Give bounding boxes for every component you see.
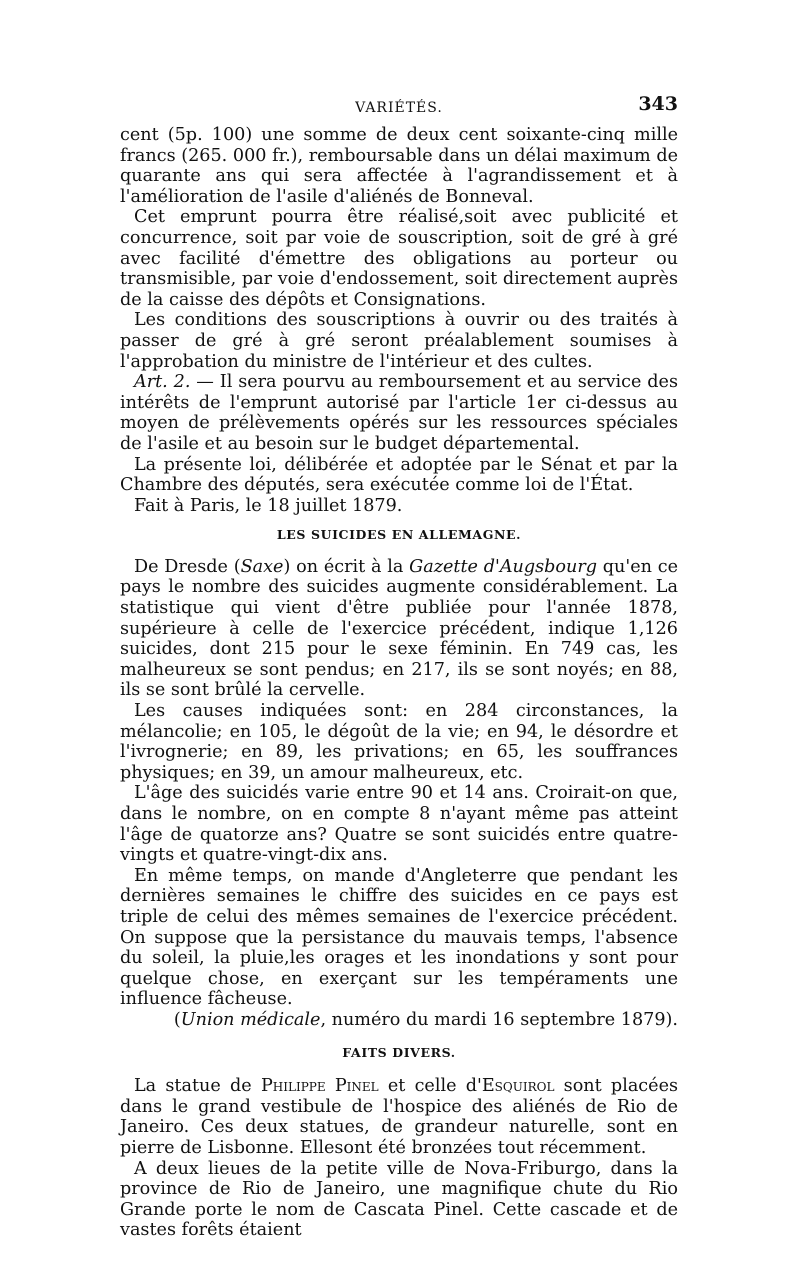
paragraph: La présente loi, délibérée et adoptée par le Sénat et par la Chambre des députés, sera exécutée comme loi de l'État. bbox=[120, 454, 678, 496]
text-run: La statue de bbox=[134, 1076, 261, 1097]
faits-divers-section bbox=[120, 1076, 678, 1241]
text-run: ) on écrit à la bbox=[283, 556, 410, 577]
paragraph: Cet emprunt pourra être réalisé,soit avec publicité et concurrence, soit par voie de souscription, soit de gré à gré avec facilité d'émettre des obligations au porteur ou transmisible, par voie d'endossement, soit directement auprès de la caisse des dépôts et Consignations. bbox=[120, 207, 678, 310]
paragraph: L'âge des suicidés varie entre 90 et 14 ans. Croirait-on que, dans le nombre, on en compte 8 n'ayant même pas atteint l'âge de quatorze ans? Quatre se sont suicidés entre quatre-vingts et quatre-vingt-dix ans. bbox=[120, 783, 678, 866]
book-page bbox=[120, 94, 678, 1241]
signature-line: Fait à Paris, le 18 juillet 1879. bbox=[134, 495, 403, 516]
suicides-section bbox=[120, 557, 678, 1031]
running-title: VARIÉTÉS. bbox=[355, 100, 443, 116]
paragraph bbox=[120, 1076, 678, 1158]
text-run: qu'en ce pays le nombre des suicides augmente considérablement. La statistique qui vient d'être publiée pour l'année 1878, supérieure à celle de l'exercice précédent, indique 1,126 suicides, dont 215 pour le sexe féminin. En 749 cas, les malheureux se sont pendus; en 217, ils se sont noyés; en 88, ils se sont brûlé la cervelle. bbox=[120, 556, 679, 701]
text-run: et celle d' bbox=[378, 1076, 482, 1097]
paragraph: En même temps, on mande d'Angleterre que pendant les dernières semaines le chiffre des suicides en ce pays est triple de celui des mêmes semaines de l'exercice précédent. On suppose que la persistance du mauvais temps, l'absence du soleil, la pluie,les orages et les inondations y sont pour quelque chose, en exerçant sur les tempéraments une influence fâcheuse. bbox=[120, 865, 678, 1010]
text-run: sont placées dans le grand vestibule de l'hospice des aliénés de Rio de Janeiro. Ces deux statues, de grandeur naturelle, sont en pierre de Lisbonne. Ellesont été bronzées tout récemment. bbox=[120, 1076, 679, 1158]
name-smallcaps: Philippe Pinel bbox=[260, 1076, 379, 1097]
section-heading: LES SUICIDES EN ALLEMAGNE. bbox=[276, 527, 522, 543]
source-citation: (Union médicale, numéro du mardi 16 septembre 1879). bbox=[173, 1009, 678, 1030]
paragraph: cent (5p. 100) une somme de deux cent soixante-cinq mille francs (265. 000 fr.), remboursable dans un délai maximum de quarante ans qui sera affectée à l'agrandissement et à l'amélioration de l'asile d'aliénés de Bonneval. bbox=[120, 125, 678, 207]
italic-place: Saxe bbox=[240, 556, 284, 577]
article-text: — Il sera pourvu au remboursement et au service des intérêts de l'emprunt autorisé par l'article 1er ci-dessus au moyen de prélèvements opérés sur les ressources spéciales de l'asile et au besoin sur le budget départemental. bbox=[120, 372, 678, 454]
journal-name: Union médicale bbox=[180, 1009, 321, 1030]
law-text-section bbox=[120, 125, 678, 516]
section-heading: FAITS DIVERS. bbox=[342, 1044, 456, 1060]
paragraph: Les causes indiquées sont: en 284 circonstances, la mélancolie; en 105, le dégoût de la vie; en 94, le désordre et l'ivrognerie; en 89, les privations; en 65, les souffrances physiques; en 39, un amour malheureux, etc. bbox=[120, 701, 678, 783]
page-number: 343 bbox=[638, 93, 678, 115]
paragraph bbox=[120, 557, 678, 701]
text-run: De Dresde ( bbox=[134, 556, 241, 577]
article-paragraph bbox=[120, 372, 678, 454]
citation-rest: , numéro du mardi 16 septembre 1879). bbox=[320, 1009, 678, 1030]
paragraph: A deux lieues de la petite ville de Nova-Friburgo, dans la province de Rio de Janeiro, une magnifique chute du Rio Grande porte le nom de Cascata Pinel. Cette cascade et de vastes forêts étaient bbox=[120, 1158, 678, 1241]
name-smallcaps: Esquirol bbox=[481, 1076, 555, 1097]
article-label: Art. 2. bbox=[134, 372, 191, 393]
running-header bbox=[120, 94, 678, 118]
italic-newspaper: Gazette d'Augsbourg bbox=[409, 556, 598, 577]
paragraph: Les conditions des souscriptions à ouvrir ou des traités à passer de gré à gré seront préalablement soumises à l'approbation du ministre de l'intérieur et des cultes. bbox=[120, 310, 678, 372]
